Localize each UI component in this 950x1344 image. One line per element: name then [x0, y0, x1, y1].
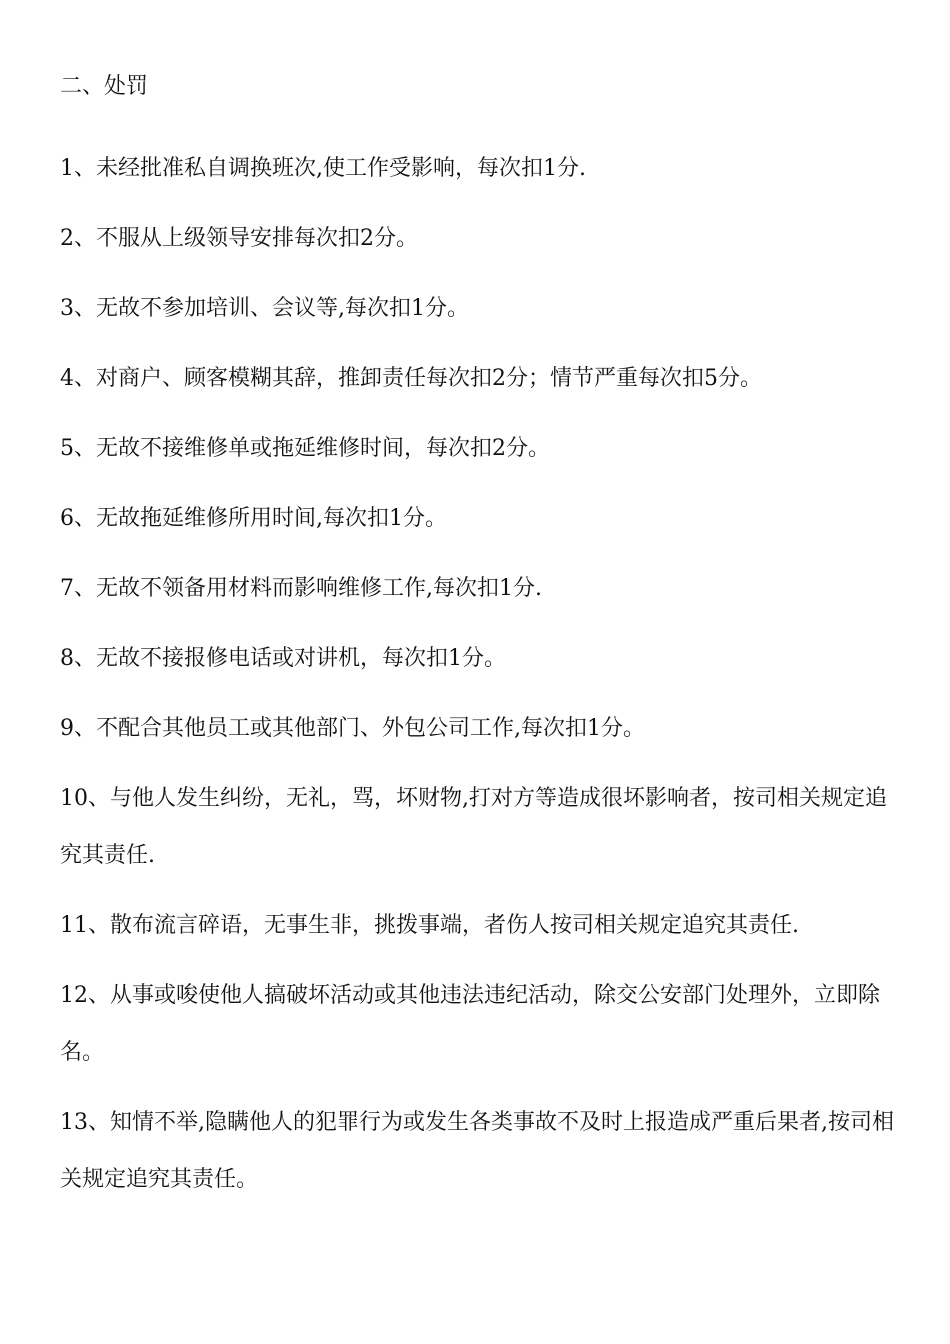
- section-heading: 二、处罚: [60, 74, 149, 99]
- penalty-item-9: 9、不配合其他员工或其他部门、外包公司工作,每次扣1分。: [60, 716, 645, 741]
- penalty-item-7: 7、无故不领备用材料而影响维修工作,每次扣1分.: [60, 576, 542, 601]
- penalty-item-5: 5、无故不接维修单或拖延维修时间，每次扣2分。: [60, 436, 550, 461]
- penalty-item-6: 6、无故拖延维修所用时间,每次扣1分。: [60, 506, 447, 531]
- penalty-item-8: 8、无故不接报修电话或对讲机，每次扣1分。: [60, 646, 506, 671]
- penalty-item-1: 1、未经批准私自调换班次,使工作受影响，每次扣1分.: [60, 156, 586, 181]
- penalty-list: [60, 140, 895, 1221]
- penalty-item-2: 2、不服从上级领导安排每次扣2分。: [60, 226, 418, 251]
- penalty-item-3: 3、无故不参加培训、会议等,每次扣1分。: [60, 296, 469, 321]
- penalty-item-12: 12、从事或唆使他人搞破坏活动或其他违法违纪活动，除交公安部门处理外，立即除名。: [60, 983, 880, 1065]
- penalty-item-4: 4、对商户、顾客模糊其辞，推卸责任每次扣2分；情节严重每次扣5分。: [60, 366, 762, 391]
- penalty-item-10: 10、与他人发生纠纷，无礼，骂，坏财物,打对方等造成很坏影响者，按司相关规定追究其责任.: [60, 786, 887, 868]
- penalty-item-13: 13、知情不举,隐瞒他人的犯罪行为或发生各类事故不及时上报造成严重后果者,按司相关规定追究其责任。: [60, 1110, 894, 1192]
- penalty-item-11: 11、散布流言碎语，无事生非，挑拨事端，者伤人按司相关规定追究其责任.: [60, 913, 799, 938]
